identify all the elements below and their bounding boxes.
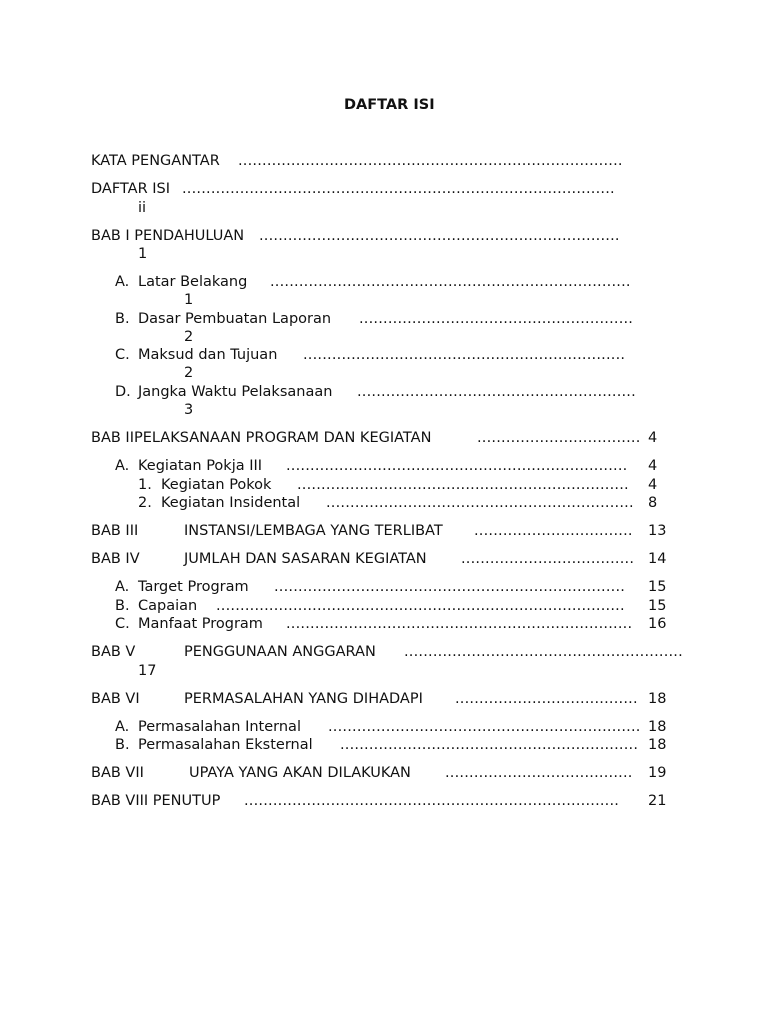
toc-leader-bab8: .............................................................................. bbox=[244, 793, 620, 809]
toc-label-bab2-a2: Kegiatan Insidental bbox=[161, 495, 301, 511]
toc-label-daftar-isi: DAFTAR ISI bbox=[91, 181, 171, 197]
toc-page-daftar-isi: ii bbox=[138, 200, 147, 216]
toc-label-bab6: PERMASALAHAN YANG DIHADAPI bbox=[184, 691, 423, 707]
toc-num-bab7: BAB VII bbox=[91, 765, 144, 781]
toc-letter-bab1-c: C. bbox=[115, 347, 130, 363]
toc-leader-bab7: ....................................... bbox=[445, 765, 633, 781]
toc-letter-bab6-a: A. bbox=[115, 719, 130, 735]
toc-leader-bab2: .................................. bbox=[477, 430, 641, 446]
toc-leader-bab1-c: ................................................................... bbox=[303, 347, 626, 363]
toc-leader-bab2-a: ....................................................................... bbox=[286, 458, 628, 474]
toc-leader-bab6-b: .............................................................. bbox=[340, 737, 639, 753]
toc-label-bab4-c: Manfaat Program bbox=[138, 616, 263, 632]
toc-leader-bab6-a: ................................................................. bbox=[328, 719, 641, 735]
toc-page-bab1: 1 bbox=[138, 246, 148, 262]
toc-page-bab2-a1: 4 bbox=[648, 477, 658, 493]
toc-leader-bab4: .................................... bbox=[461, 551, 635, 567]
toc-page-bab4-a: 15 bbox=[648, 579, 667, 595]
page-title: DAFTAR ISI bbox=[344, 97, 435, 113]
toc-label-kata-pengantar: KATA PENGANTAR bbox=[91, 153, 220, 169]
toc-letter-bab4-a: A. bbox=[115, 579, 130, 595]
toc-page-bab5: 17 bbox=[138, 663, 157, 679]
toc-page-bab1-a: 1 bbox=[184, 292, 194, 308]
toc-leader-bab3: ................................. bbox=[474, 523, 633, 539]
toc-letter-bab1-d: D. bbox=[115, 384, 131, 400]
toc-label-bab4-b: Capaian bbox=[138, 598, 198, 614]
toc-label-bab3: INSTANSI/LEMBAGA YANG TERLIBAT bbox=[184, 523, 443, 539]
toc-page-bab8: 21 bbox=[648, 793, 667, 809]
toc-leader-bab4-b: ..................................................................................... bbox=[216, 598, 625, 614]
toc-page-bab3: 13 bbox=[648, 523, 667, 539]
toc-number-bab2-a2: 2. bbox=[138, 495, 152, 511]
toc-page-bab2-a: 4 bbox=[648, 458, 658, 474]
toc-page-bab1-c: 2 bbox=[184, 365, 194, 381]
toc-page-bab6-a: 18 bbox=[648, 719, 667, 735]
toc-label-bab5: PENGGUNAAN ANGGARAN bbox=[184, 644, 376, 660]
toc-label-bab2: BAB IIPELAKSANAAN PROGRAM DAN KEGIATAN bbox=[91, 430, 432, 446]
toc-leader-bab6: ...................................... bbox=[455, 691, 638, 707]
toc-num-bab4: BAB IV bbox=[91, 551, 140, 567]
toc-label-bab1-d: Jangka Waktu Pelaksanaan bbox=[138, 384, 333, 400]
toc-page-bab4: 14 bbox=[648, 551, 667, 567]
toc-label-bab1-b: Dasar Pembuatan Laporan bbox=[138, 311, 332, 327]
toc-num-bab5: BAB V bbox=[91, 644, 136, 660]
toc-leader-bab1-d: .......................................................... bbox=[357, 384, 636, 400]
toc-label-bab6-b: Permasalahan Eksternal bbox=[138, 737, 313, 753]
toc-letter-bab6-b: B. bbox=[115, 737, 130, 753]
toc-page-bab1-d: 3 bbox=[184, 402, 194, 418]
toc-leader-kata-pengantar: ................................................................................ bbox=[238, 153, 623, 169]
toc-letter-bab4-b: B. bbox=[115, 598, 130, 614]
toc-page-bab4-b: 15 bbox=[648, 598, 667, 614]
toc-label-bab1: BAB I PENDAHULUAN bbox=[91, 228, 245, 244]
toc-page-bab7: 19 bbox=[648, 765, 667, 781]
toc-leader-bab5: .......................................................... bbox=[404, 644, 683, 660]
toc-page-bab2-a2: 8 bbox=[648, 495, 658, 511]
toc-label-bab4-a: Target Program bbox=[138, 579, 249, 595]
toc-label-bab2-a: Kegiatan Pokja III bbox=[138, 458, 263, 474]
toc-leader-bab2-a1: ..................................................................... bbox=[297, 477, 629, 493]
toc-page-bab1-b: 2 bbox=[184, 329, 194, 345]
toc-page-bab6-b: 18 bbox=[648, 737, 667, 753]
toc-label-bab1-a: Latar Belakang bbox=[138, 274, 248, 290]
toc-leader-bab4-a: ......................................................................... bbox=[274, 579, 626, 595]
toc-page-bab2: 4 bbox=[648, 430, 658, 446]
toc-page-bab4-c: 16 bbox=[648, 616, 667, 632]
toc-letter-bab1-b: B. bbox=[115, 311, 130, 327]
toc-leader-bab4-c: ........................................................................ bbox=[286, 616, 633, 632]
toc-num-bab6: BAB VI bbox=[91, 691, 140, 707]
toc-page-bab6: 18 bbox=[648, 691, 667, 707]
toc-leader-bab1: ........................................................................... bbox=[259, 228, 620, 244]
toc-label-bab8: BAB VIII PENUTUP bbox=[91, 793, 221, 809]
toc-label-bab1-c: Maksud dan Tujuan bbox=[138, 347, 278, 363]
toc-num-bab3: BAB III bbox=[91, 523, 139, 539]
toc-number-bab2-a1: 1. bbox=[138, 477, 152, 493]
toc-leader-daftar-isi: .......................................................................................... bbox=[182, 181, 615, 197]
toc-label-bab6-a: Permasalahan Internal bbox=[138, 719, 301, 735]
toc-label-bab4: JUMLAH DAN SASARAN KEGIATAN bbox=[184, 551, 427, 567]
toc-label-bab2-a1: Kegiatan Pokok bbox=[161, 477, 272, 493]
toc-letter-bab4-c: C. bbox=[115, 616, 130, 632]
toc-leader-bab1-b: ......................................................... bbox=[359, 311, 634, 327]
toc-letter-bab1-a: A. bbox=[115, 274, 130, 290]
toc-leader-bab1-a: ........................................................................... bbox=[270, 274, 631, 290]
toc-leader-bab2-a2: ................................................................ bbox=[326, 495, 634, 511]
toc-label-bab7: UPAYA YANG AKAN DILAKUKAN bbox=[189, 765, 411, 781]
toc-letter-bab2-a: A. bbox=[115, 458, 130, 474]
